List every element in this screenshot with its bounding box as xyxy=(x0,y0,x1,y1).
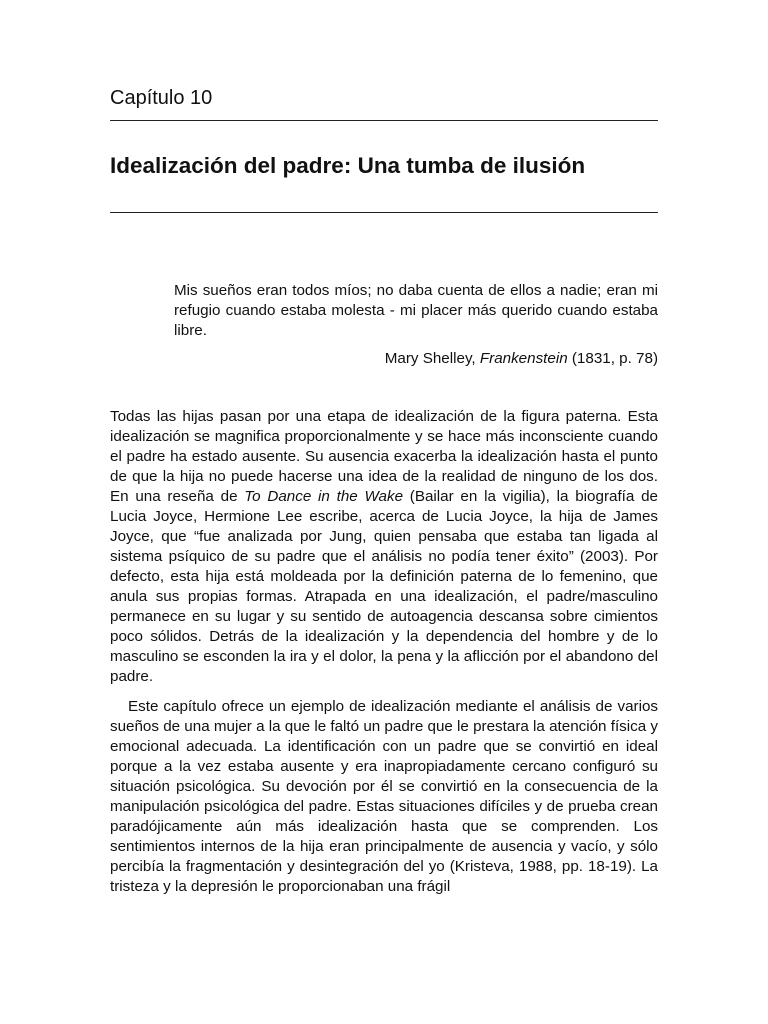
epigraph-work-title: Frankenstein xyxy=(479,350,568,367)
paragraph-1 xyxy=(110,407,658,687)
header-rule-bottom xyxy=(110,212,658,213)
epigraph-year-page: (1831, p. 78) xyxy=(567,350,658,367)
chapter-title: Idealización del padre: Una tumba de ilusión xyxy=(110,153,586,178)
chapter-label: Capítulo 10 xyxy=(110,87,213,109)
paragraph-1-part-a: Todas las hijas pasan por una etapa de idealización de la figura paterna. Esta idealización se magnifica proporcionalmente y se hace más inconsciente cuando el padre ha estado ausente. Su ausencia exacerba la idealización hasta el punto de que la hija no puede hacerse una idea de la realidad de ninguno de los dos. En una reseña de xyxy=(110,408,658,505)
header-rule-top xyxy=(110,120,658,121)
book-title: To Dance in the Wake xyxy=(244,488,404,505)
epigraph xyxy=(174,281,658,369)
epigraph-quote: Mis sueños eran todos míos; no daba cuenta de ellos a nadie; eran mi refugio cuando estaba molesta - mi placer más querido cuando estaba libre. xyxy=(174,282,658,339)
body-text xyxy=(110,407,658,897)
epigraph-author: Mary Shelley, xyxy=(384,350,480,367)
paragraph-1-part-b: (Bailar en la vigilia), la biografía de Lucia Joyce, Hermione Lee escribe, acerca de Lucia Joyce, la hija de James Joyce, que “fue analizada por Jung, quien pensaba que estaba tan ligada al sistema psíquico de su padre que el análisis no podía tener éxito” (2003). Por defecto, esta hija está moldeada por la definición paterna de lo femenino, que anula sus propias formas. Atrapada en una idealización, el padre/masculino permanece en su lugar y su sentido de autoagencia descansa sobre cimientos poco sólidos. Detrás de la idealización y la dependencia del hombre y de lo masculino se esconden la ira y el dolor, la pena y la aflicción por el abandono del padre. xyxy=(110,488,658,685)
epigraph-citation xyxy=(174,349,658,369)
paragraph-2: Este capítulo ofrece un ejemplo de idealización mediante el análisis de varios sueños de una mujer a la que le faltó un padre que le prestara la atención física y emocional adecuada. La identificación con un padre que se convirtió en ideal porque a la vez estaba ausente y era inapropiadamente cercano configuró su situación psicológica. Su devoción por él se convirtió en la consecuencia de la manipulación psicológica del padre. Estas situaciones difíciles y de prueba crean paradójicamente aún más idealización hasta que se comprenden. Los sentimientos internos de la hija eran principalmente de ausencia y vacío, y sólo percibía la fragmentación y desintegración del yo (Kristeva, 1988, pp. 18-19). La tristeza y la depresión le proporcionaban una frágil xyxy=(110,698,658,895)
